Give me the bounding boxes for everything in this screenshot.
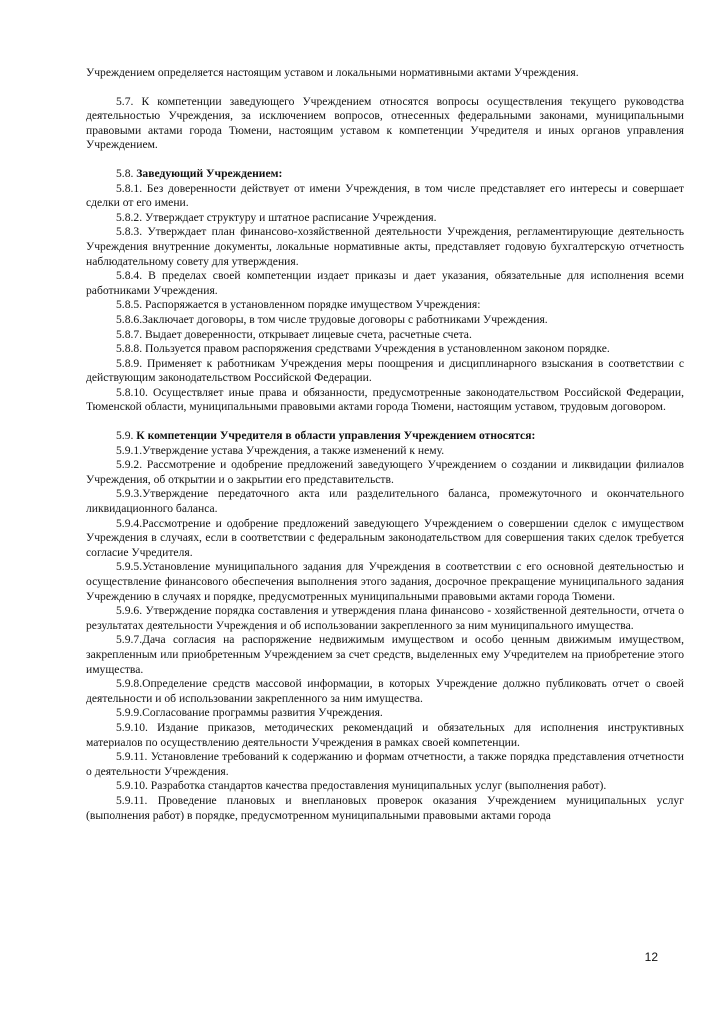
heading-5-9 (86, 429, 684, 444)
list-5-8 (86, 182, 684, 416)
list-item: 5.9.6. Утверждение порядка составления и утверждения плана финансово - хозяйственной деятельности, отчета о результатах деятельности Учреждения и об использовании закрепленного за ним муниципального имущества. (86, 604, 684, 632)
list-item: 5.9.10. Издание приказов, методических рекомендаций и обязательных для исполнения инструктивных материалов по осуществлению деятельности Учреждения в рамках своей компетенции. (86, 720, 684, 749)
list-item: 5.8.4. В пределах своей компетенции издает приказы и дает указания, обязательные для исполнения всеми работниками Учреждения. (86, 269, 684, 297)
paragraph-5-7: 5.7. К компетенции заведующего Учреждением относятся вопросы осуществления текущего руководства деятельностью Учреждения, за исключением вопросов, отнесенных федеральными законами, муниципальными правовыми актами города Тюмени, настоящим уставом к компетенции Учредителя и иных органов управления Учреждением. (86, 94, 684, 152)
list-5-9 (86, 444, 684, 823)
list-item: 5.9.11. Проведение плановых и внеплановых проверок оказания Учреждением муниципальных услуг (выполнения работ) в порядке, предусмотренном муниципальными правовыми актами города (86, 793, 684, 822)
list-item: 5.9.4.Рассмотрение и одобрение предложений заведующего Учреждением о совершении сделок с имуществом Учреждения в случаях, если в соответствии с федеральным законодательством для совершения таких сделок требуется согласие Учредителя. (86, 516, 684, 559)
list-item: 5.8.5. Распоряжается в установленном порядке имуществом Учреждения: (116, 298, 481, 312)
list-item: 5.9.10. Разработка стандартов качества предоставления муниципальных услуг (выполнения работ). (116, 779, 607, 793)
heading-5-9-number: 5.9. (116, 429, 134, 443)
list-item: 5.9.2. Рассмотрение и одобрение предложений заведующего Учреждением о создании и ликвидации филиалов Учреждения, об открытии и о закрытии его представительств. (86, 458, 684, 486)
list-item: 5.8.8. Пользуется правом распоряжения средствами Учреждения в установленном законом порядке. (116, 342, 610, 356)
list-item: 5.9.5.Установление муниципального задания для Учреждения в соответствии с его основной деятельностью и осуществление финансового обеспечения выполнения этого задания, досрочное прекращение муниципального задания Учреждению в случаях и порядке, предусмотренных муниципальными правовыми актами города Тюмени. (86, 560, 684, 603)
list-item: 5.9.1.Утверждение устава Учреждения, а также изменений к нему. (116, 443, 445, 457)
heading-5-8-number: 5.8. (116, 166, 134, 180)
list-item: 5.8.10. Осуществляет иные права и обязанности, предусмотренные законодательством Российской Федерации, Тюменской области, муниципальными правовыми актами города Тюмени, настоящим уставом, трудовым договором. (86, 385, 684, 414)
list-item: 5.9.9.Согласование программы развития Учреждения. (116, 706, 383, 720)
list-item: 5.8.9. Применяет к работникам Учреждения меры поощрения и дисциплинарного взыскания в соответствии с действующим законодательством Российской Федерации. (86, 356, 684, 385)
list-item: 5.9.8.Определение средств массовой информации, в которых Учреждение должно публиковать отчет о своей деятельности и об использовании закрепленного за ним имущества. (86, 677, 684, 705)
list-item: 5.9.7.Дача согласия на распоряжение недвижимым имуществом и особо ценным движимым имуществом, закрепленным или приобретенным Учреждением за счет средств, выделенных ему Учредителем на приобретение этого имущества. (86, 633, 684, 676)
heading-5-9-title: К компетенции Учредителя в области управления Учреждением относятся: (136, 429, 536, 443)
list-item: 5.8.6.Заключает договоры, в том числе трудовые договоры с работниками Учреждения. (116, 312, 548, 326)
list-item: 5.8.2. Утверждает структуру и штатное расписание Учреждения. (116, 210, 437, 224)
list-item: 5.8.3. Утверждает план финансово-хозяйственной деятельности Учреждения, регламентирующие деятельность Учреждения внутренние документы, локальные нормативные акты, представляет годовую бухгалтерскую отчетность наблюдательному совету для утверждения. (86, 225, 684, 268)
heading-5-8 (86, 167, 684, 182)
list-item: 5.8.7. Выдает доверенности, открывает лицевые счета, расчетные счета. (116, 327, 472, 341)
list-item: 5.8.1. Без доверенности действует от имени Учреждения, в том числе представляет его интересы и совершает сделки от его имени. (86, 181, 684, 210)
top-line: Учреждением определяется настоящим уставом и локальными нормативными актами Учреждения. (86, 66, 579, 79)
list-item: 5.9.3.Утверждение передаточного акта или разделительного баланса, промежуточного и окончательного ликвидационного баланса. (86, 487, 684, 516)
list-item: 5.9.11. Установление требований к содержанию и формам отчетности, а также порядка представления отчетности о деятельности Учреждения. (86, 750, 684, 778)
heading-5-8-title: Заведующий Учреждением: (136, 166, 283, 180)
page-number: 12 (644, 950, 658, 964)
